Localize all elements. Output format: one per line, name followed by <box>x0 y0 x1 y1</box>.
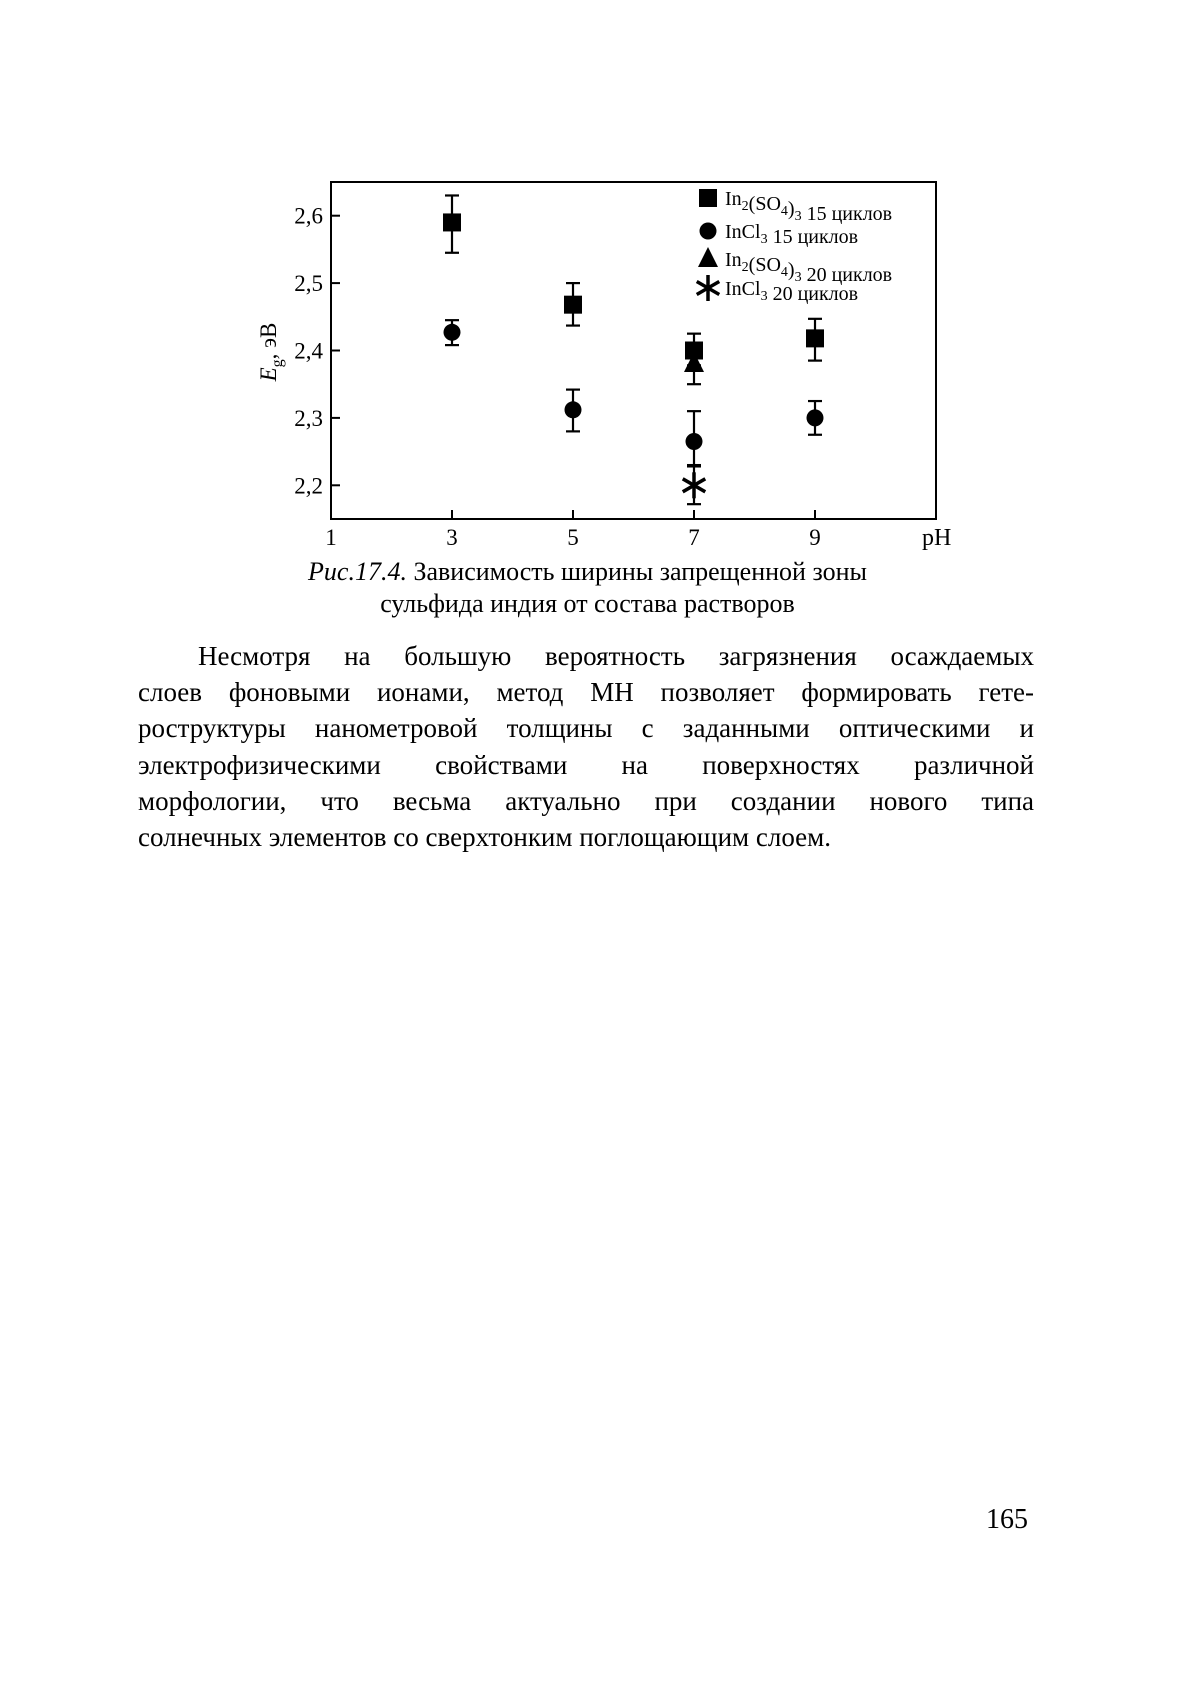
paragraph-line: солнечных элементов со сверхтонким поглощающим слоем. <box>138 822 831 853</box>
data-series <box>444 320 824 465</box>
legend-text: (SO <box>748 254 781 276</box>
y-tick-label: 2,5 <box>294 271 323 297</box>
legend-text: ) <box>787 198 795 220</box>
legend-text: In <box>725 188 742 210</box>
legend-marker-square <box>699 189 717 207</box>
legend-text: (SO <box>748 193 781 215</box>
legend-text: ) <box>787 259 795 281</box>
legend-subscript: 4 <box>780 265 788 280</box>
data-series <box>443 195 824 365</box>
data-series <box>683 466 706 504</box>
data-point-star <box>683 472 706 498</box>
legend-subscript: 2 <box>741 199 749 214</box>
y-tick-label: 2,2 <box>294 473 323 499</box>
data-point-circle <box>807 409 824 426</box>
body-paragraph <box>138 638 1034 855</box>
data-point-circle <box>444 324 461 341</box>
figure-caption-text: Зависимость ширины запрещенной зоны <box>406 557 867 586</box>
legend-subscript: 3 <box>760 289 768 304</box>
legend-marker-triangle <box>698 247 718 267</box>
x-tick-label: 1 <box>325 525 337 550</box>
y-tick-label: 2,6 <box>294 203 323 229</box>
data-point-circle <box>686 433 703 450</box>
legend-label <box>725 278 858 305</box>
figure-caption-line-1 <box>0 556 1175 587</box>
legend-subscript: 3 <box>760 232 768 247</box>
legend-label <box>725 221 858 248</box>
figure-chart <box>0 0 1200 560</box>
legend-text: In <box>725 249 742 271</box>
paragraph-line: электрофизическими свойствами на поверхностях различной <box>138 749 1034 780</box>
legend-marker-star <box>697 275 720 301</box>
legend-label <box>725 188 892 225</box>
paragraph-line: Несмотря на большую вероятность загрязнения осаждаемых <box>198 641 1034 671</box>
legend-entry <box>700 221 859 248</box>
figure-caption-label: Рис.17.4. <box>308 557 407 586</box>
x-tick-label: 3 <box>446 525 458 550</box>
y-tick-label: 2,4 <box>294 338 323 364</box>
legend-text: 20 циклов <box>767 283 859 305</box>
x-axis-label: pH <box>922 525 952 551</box>
legend-text: 15 циклов <box>767 226 859 248</box>
x-tick-label: 7 <box>688 525 700 550</box>
legend-text: InCl <box>725 278 761 300</box>
data-point-square <box>443 213 461 231</box>
y-tick-label: 2,3 <box>294 405 323 431</box>
legend-subscript: 3 <box>794 209 802 224</box>
legend-text: 15 циклов <box>801 203 893 225</box>
figure-caption-line-2: сульфида индия от состава растворов <box>380 589 795 618</box>
x-tick-label: 9 <box>809 525 821 550</box>
legend-text: InCl <box>725 221 761 243</box>
legend-subscript: 2 <box>741 260 749 275</box>
paragraph-line: слоев фоновыми ионами, метод МН позволяет формировать гете- <box>138 677 1034 708</box>
legend-marker-circle <box>700 223 717 240</box>
data-point-square <box>564 296 582 314</box>
legend-subscript: 4 <box>780 204 788 219</box>
paragraph-line: морфологии, что весьма актуально при создании нового типа <box>138 785 1034 816</box>
data-point-square <box>806 329 824 347</box>
paragraph-line: роструктуры нанометровой толщины с заданными оптическими и <box>138 713 1034 744</box>
legend-entry <box>699 188 892 225</box>
page-number: 165 <box>986 1504 1028 1535</box>
data-point-circle <box>565 401 582 418</box>
legend-text: 20 циклов <box>801 264 893 286</box>
legend-subscript: 3 <box>794 270 802 285</box>
y-axis-label: $E_g$, эВ <box>256 322 286 382</box>
x-tick-label: 5 <box>567 525 579 550</box>
